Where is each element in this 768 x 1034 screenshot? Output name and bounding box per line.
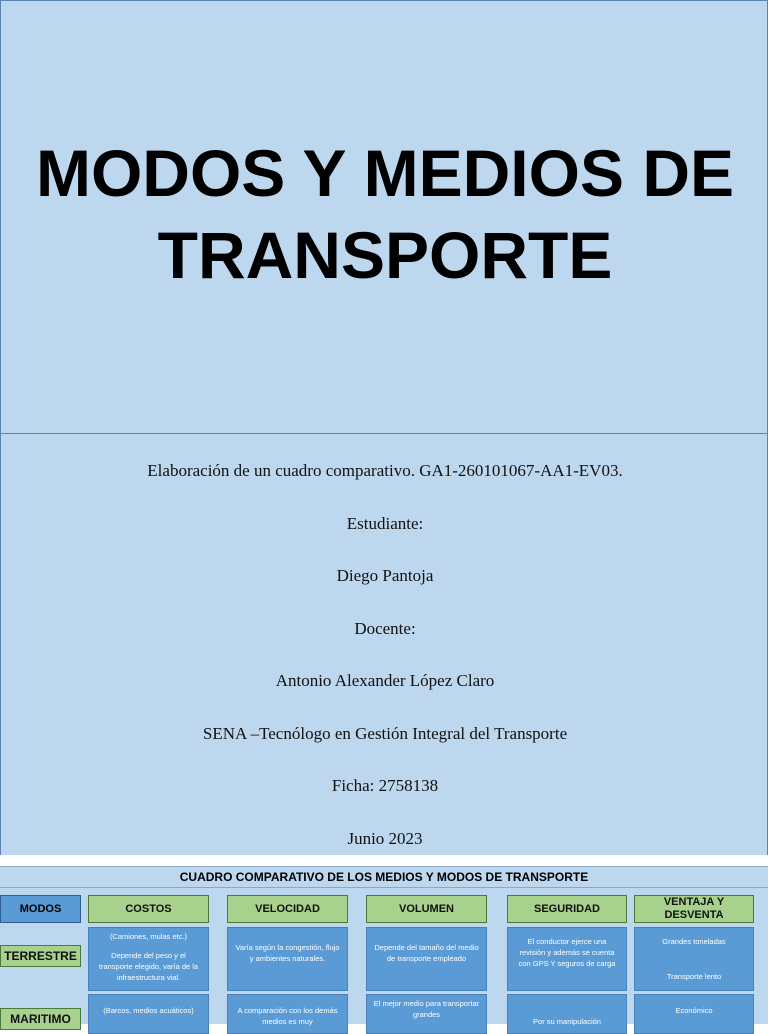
cell-maritimo-seguridad: Por su manipulación bbox=[507, 994, 627, 1034]
cell-terrestre-velocidad: Varía según la congestión, flujo y ambientes naturales. bbox=[227, 927, 348, 991]
cell-text: (Camiones, mulas etc.) bbox=[109, 932, 188, 941]
header-costos: COSTOS bbox=[88, 895, 209, 923]
teacher-name: Antonio Alexander López Claro bbox=[275, 671, 495, 690]
cell-terrestre-costos bbox=[88, 927, 209, 991]
row-label-maritimo: MARITIMO bbox=[0, 1008, 81, 1030]
header-volumen: VOLUMEN bbox=[366, 895, 487, 923]
date: Junio 2023 bbox=[347, 829, 423, 848]
cell-maritimo-volumen: El mejor medio para transportar grandes bbox=[366, 994, 487, 1034]
comparison-slide bbox=[0, 866, 768, 1024]
cell-maritimo-ventaja: Económico bbox=[634, 994, 754, 1034]
cell-maritimo-velocidad: A comparación con los demás medios es muy bbox=[227, 994, 348, 1034]
program-name: SENA –Tecnólogo en Gestión Integral del Transporte bbox=[202, 724, 568, 743]
cell-terrestre-ventaja bbox=[634, 927, 754, 991]
ficha-number: Ficha: 2758138 bbox=[331, 776, 439, 795]
header-seguridad: SEGURIDAD bbox=[507, 895, 627, 923]
student-label: Estudiante: bbox=[346, 514, 424, 533]
cell-text: Depende del peso y el transporte elegido, varía de la infraestructura vial. bbox=[98, 951, 199, 982]
subtitle: Elaboración de un cuadro comparativo. GA1-260101067-AA1-EV03. bbox=[147, 461, 623, 480]
table-title: CUADRO COMPARATIVO DE LOS MEDIOS Y MODOS DE TRANSPORTE bbox=[0, 866, 768, 888]
header-velocidad: VELOCIDAD bbox=[227, 895, 348, 923]
row-label-terrestre: TERRESTRE bbox=[0, 945, 81, 967]
cell-terrestre-seguridad: El conductor ejerce una revisión y además se cuenta con GPS Y seguros de carga bbox=[507, 927, 627, 991]
student-name: Diego Pantoja bbox=[336, 566, 434, 585]
title-line-1: MODOS Y MEDIOS DE bbox=[35, 136, 735, 210]
cell-text: Transporte lento bbox=[666, 972, 722, 981]
section-divider bbox=[1, 433, 768, 434]
top-border bbox=[1, 0, 768, 1]
cell-text: Grandes toneladas bbox=[662, 937, 726, 946]
main-title bbox=[1, 132, 768, 296]
title-line-2: TRANSPORTE bbox=[157, 218, 613, 292]
header-modos: MODOS bbox=[0, 895, 81, 923]
cell-maritimo-costos: (Barcos, medios acuáticos) bbox=[88, 994, 209, 1034]
cell-terrestre-volumen: Depende del tamaño del medio de transporte empleado bbox=[366, 927, 487, 991]
teacher-label: Docente: bbox=[354, 619, 416, 638]
header-ventaja: VENTAJA Y DESVENTA bbox=[634, 895, 754, 923]
